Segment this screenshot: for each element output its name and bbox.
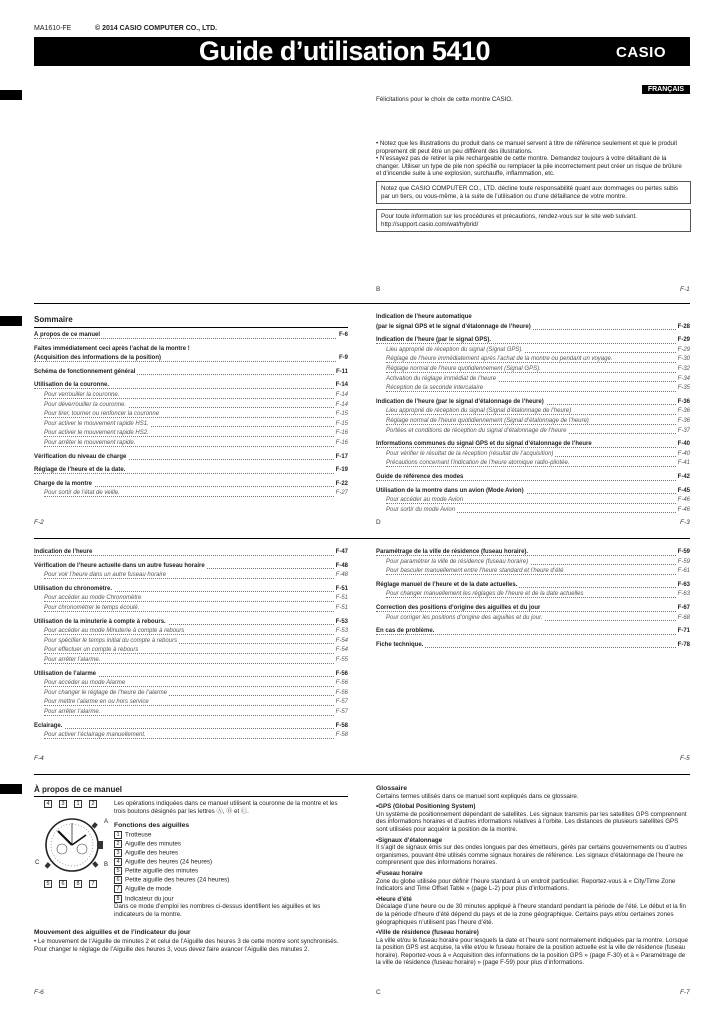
- toc-subentry[interactable]: [376, 355, 690, 365]
- hand-number: 1: [114, 831, 122, 839]
- toc-entry-label: Portées et conditions de réception du signal d’étalonnage de l’heure: [386, 427, 567, 434]
- casio-logo: CASIO: [615, 44, 666, 61]
- divider: [34, 303, 690, 304]
- toc-entry-label: Réception de la seconde intercalaire: [386, 385, 484, 392]
- toc-entry-page: F-14: [334, 381, 348, 391]
- toc-entry-label: Fiche technique.: [376, 641, 424, 648]
- page-number: F-4: [34, 755, 44, 762]
- hand-number: 2: [114, 840, 122, 848]
- hand-number: 8: [114, 895, 122, 903]
- toc-entry-label: Pour accéder au mode Minuterie à compte à rebours: [44, 628, 185, 635]
- hand-function-label: Aiguille des minutes: [125, 840, 182, 848]
- callout-label: 4: [44, 800, 52, 808]
- toc-entry-label: (par le signal GPS et le signal d’étalonnage de l’heure): [376, 323, 531, 330]
- leader-dots: [44, 601, 348, 602]
- about-heading: À propos de ce manuel: [34, 785, 123, 794]
- glossary-definition: La ville et/ou le fuseau horaire pour lesquels la date et l’heure sont normalement indiquées par la montre. Lorsque la position GPS est acquise, la ville et/ou le fuseau horaire de la position actuelle est la ville de résidence (fuseau horaire). Reportez-vous à « Acquisition des informations de la position GPS » (page F-30) et à « Paramétrage de la ville de résidence (fuseau horaire) » (page F-59) pour plus d’informations.: [376, 936, 688, 967]
- toc-entry-label: Pour accéder au mode Alarme: [44, 680, 126, 687]
- toc-subentry[interactable]: [376, 427, 690, 437]
- toc-entry-page: F-46: [676, 506, 690, 516]
- toc-list: [34, 548, 348, 741]
- toc-entry[interactable]: [34, 354, 348, 364]
- toc-subentry[interactable]: [376, 567, 690, 577]
- hand-function-item: [114, 840, 346, 849]
- toc-entry-label: Pour déverrouiller la couronne.: [44, 401, 127, 408]
- toc-entry-page: F-56: [334, 670, 348, 680]
- toc-list: [34, 331, 348, 499]
- toc-subentry[interactable]: [34, 391, 348, 401]
- toc-entry-label: Réglage de l’heure et de la date.: [34, 467, 126, 474]
- toc-entry-label: Pour chronométrer le temps écoulé.: [44, 604, 140, 611]
- callout-label: 5: [44, 880, 52, 888]
- glossary: [376, 785, 690, 967]
- glossary-definition: Un système de positionnement dépendant de satellites. Les signaux transmis par les satellites GPS comprennent des informations horaires et d’autres informations relatives à l’orbite. Les distances de plusieurs satellites GPS sont utilisées pour acquérir la position de la montre.: [376, 810, 687, 833]
- hands-movement-title: Mouvement des aiguilles et de l’indicateur du jour: [34, 929, 191, 936]
- toc-entry-page: F-16: [334, 439, 348, 449]
- page-number: F-2: [34, 519, 44, 526]
- leader-dots: [44, 496, 348, 497]
- toc-entry-label: Utilisation du chronomètre.: [34, 585, 113, 592]
- callout-label: 6: [59, 880, 67, 888]
- toc-entry-label: Pour paramétrer la ville de résidence (fuseau horaire): [386, 558, 529, 565]
- toc-entry-page: F-58: [334, 731, 348, 741]
- toc-entry-page: F-14: [334, 401, 348, 411]
- toc-entry-page: F-71: [676, 627, 690, 637]
- toc-entry-label: Pour accéder au mode Avion: [386, 497, 464, 504]
- toc-entry-page: F-29: [676, 346, 690, 356]
- hand-number: 7: [114, 885, 122, 893]
- toc-entry-page: F-59: [676, 548, 690, 558]
- copyright: © 2014 CASIO COMPUTER CO., LTD.: [95, 25, 218, 32]
- toc-entry-page: F-15: [334, 410, 348, 420]
- toc-entry-page: F-57: [334, 698, 348, 708]
- toc-entry-page: F-54: [334, 646, 348, 656]
- toc-heading-rule: [34, 327, 348, 328]
- toc-entry-label: Paramétrage de la ville de résidence (fuseau horaire).: [376, 549, 529, 555]
- note-2: • N’essayez pas de retirer la pile rechargeable de cette montre. Demandez toujours à votre détaillant de la changer. Utiliser un type de pile non spécifié ou remplacer la pile incorrectement peut créer un risque de brûlure et d’incendie suite à une explosion, surchauffe, inflammation, etc.: [376, 155, 682, 178]
- toc-subentry[interactable]: [34, 604, 348, 614]
- page-marker: D: [376, 519, 381, 526]
- glossary-item: [376, 896, 690, 926]
- numbers-note: Dans ce mode d’emploi les nombres ci-dessus identifient les aiguilles et les indicateurs de la montre.: [114, 903, 321, 918]
- toc-entry-label: (Acquisition des informations de la position): [34, 355, 162, 362]
- toc-entry[interactable]: [376, 487, 690, 497]
- side-marker: [0, 90, 22, 100]
- notes: [376, 140, 688, 178]
- leader-dots: [44, 705, 348, 706]
- leader-dots: [386, 414, 690, 415]
- toc-entry-page: F-42: [676, 473, 690, 483]
- toc-entry-label: Réglage normal de l’heure quotidiennement (Signal d’étalonnage de l’heure): [386, 417, 589, 424]
- button-a-label: A: [104, 819, 109, 825]
- page-number: F-7: [680, 989, 690, 996]
- toc-subentry[interactable]: [34, 489, 348, 499]
- toc-subentry[interactable]: [34, 708, 348, 718]
- toc-entry-page: F-63: [676, 581, 690, 591]
- glossary-term: • Ville de résidence (fuseau horaire): [376, 929, 690, 937]
- toc-subentry[interactable]: [376, 590, 690, 600]
- toc-entry-page: F-36: [676, 417, 690, 427]
- note-1: • Notez que les illustrations du produit dans ce manuel servent à titre de référence seulement et que le produit proprement dit peut être un peu différent des illustrations.: [376, 140, 678, 155]
- toc-subentry[interactable]: [376, 407, 690, 417]
- toc-entry-label: Vérification de l’heure actuelle dans un autre fuseau horaire: [34, 562, 205, 569]
- toc-entry-label: Utilisation de l’alarme: [34, 670, 97, 677]
- toc-entry-label: Précautions concernant l’indication de l’heure atomique radio-pilotée.: [386, 460, 570, 467]
- toc-subentry[interactable]: [34, 571, 348, 581]
- toc-entry-page: F-36: [676, 407, 690, 417]
- website-box: Pour toute information sur les procédures et précautions, rendez-vous sur le site web suivant. http://support.casio.com/wat/hybrid/: [376, 209, 691, 232]
- hand-functions-list: [114, 831, 346, 904]
- toc-entry[interactable]: [34, 381, 348, 391]
- toc-entry-label: Pour mettre l’alarme en ou hors service: [44, 699, 149, 706]
- toc-entry[interactable]: [376, 581, 690, 591]
- hand-function-item: [114, 849, 346, 858]
- toc-entry[interactable]: [34, 345, 348, 355]
- leader-dots: [44, 436, 348, 437]
- page-number: F-1: [680, 286, 690, 293]
- toc-entry-page: F-32: [676, 365, 690, 375]
- toc-entry-label: Utilisation de la minuterie à compte à rebours.: [34, 618, 166, 625]
- toc-entry-label: Indication de l’heure (par le signal d’étalonnage de l’heure): [376, 398, 544, 405]
- toc-entry-page: F-37: [676, 427, 690, 437]
- top-callouts: [44, 800, 100, 808]
- toc-entry-label: Réglage de l’heure immédiatement après l’achat de la montre ou pendant un voyage.: [386, 356, 613, 363]
- toc-entry-label: Guide de référence des modes: [376, 473, 464, 480]
- toc-entry[interactable]: [34, 453, 348, 463]
- bottom-callouts: [44, 880, 100, 888]
- toc-entry-label: Charge de la montre: [34, 480, 93, 487]
- toc-heading: Sommaire: [34, 315, 73, 324]
- hand-number: 3: [114, 849, 122, 857]
- page-title: Guide d’utilisation 5410: [198, 36, 490, 66]
- divider: [34, 538, 690, 539]
- toc-entry[interactable]: [34, 368, 348, 378]
- toc-entry-page: F-51: [334, 585, 348, 595]
- button-c-label: C: [35, 860, 40, 866]
- toc-entry[interactable]: [376, 548, 690, 558]
- toc-entry[interactable]: [34, 670, 348, 680]
- page-number: F-5: [680, 755, 690, 762]
- toc-entry-page: F-55: [334, 656, 348, 666]
- toc-entry-label: Lieu approprié de réception du signal (Signal GPS).: [386, 346, 524, 353]
- toc-entry-page: F-40: [676, 440, 690, 450]
- callout-label: 7: [89, 880, 97, 888]
- toc-entry-page: F-16: [334, 429, 348, 439]
- toc-subentry[interactable]: [34, 627, 348, 637]
- hand-function-label: Aiguille des heures: [125, 849, 179, 857]
- toc-entry-page: F-61: [676, 567, 690, 577]
- glossary-item: [376, 870, 690, 893]
- toc-entry-page: F-45: [676, 487, 690, 497]
- toc-entry-page: F-30: [676, 355, 690, 365]
- toc-entry-label: À propos de ce manuel: [34, 332, 101, 338]
- hand-function-item: [114, 885, 346, 894]
- toc-subentry[interactable]: [34, 731, 348, 741]
- toc-entry-page: F-78: [676, 641, 690, 651]
- toc-entry-page: F-51: [334, 604, 348, 614]
- hand-function-label: Petite aiguille des heures (24 heures): [125, 877, 230, 885]
- toc-entry-page: F-35: [676, 384, 690, 394]
- hand-function-label: Aiguille des heures (24 heures): [125, 858, 213, 866]
- toc-entry-label: Pour changer le réglage de l’heure de l’alarme: [44, 689, 168, 696]
- toc-entry[interactable]: [34, 618, 348, 628]
- glossary-term: • Signaux d’étalonnage: [376, 837, 690, 845]
- toc-entry-label: Vérification du niveau de charge: [34, 453, 127, 460]
- glossary-heading: Glossaire: [376, 785, 407, 792]
- toc-entry-label: Pour spécifier le temps initial du compte à rebours: [44, 637, 178, 644]
- glossary-definition: Décalage d’une heure ou de 30 minutes appliqué à l’heure standard pendant la période de l’été. Le début et la fin de la période d’heure d’été dépend du pays et de la zone géographique. Certains pays et/ou certaines zones géographiques n’utilisent pas l’heure d’été.: [376, 903, 686, 926]
- toc-subentry[interactable]: [376, 450, 690, 460]
- hand-function-label: Trotteuse: [125, 831, 152, 839]
- toc-subentry[interactable]: [376, 459, 690, 469]
- toc-entry-page: F-22: [334, 480, 348, 490]
- toc-entry-page: F-14: [334, 391, 348, 401]
- toc-subentry[interactable]: [34, 637, 348, 647]
- toc-entry-page: F-54: [334, 637, 348, 647]
- toc-entry-label: Réglage normal de l’heure quotidiennement (Signal GPS).: [386, 365, 541, 372]
- toc-entry-label: Pour activer le mouvement rapide HS2.: [44, 430, 149, 437]
- toc-entry-label: Indication de l’heure automatique: [376, 314, 472, 320]
- toc-entry-label: Utilisation de la couronne.: [34, 382, 110, 389]
- toc-entry[interactable]: [34, 480, 348, 490]
- callout-label: 8: [74, 880, 82, 888]
- toc-entry-label: Pour arrêter l’alarme.: [44, 656, 101, 663]
- toc-entry-label: Pour activer l’éclairage manuellement.: [44, 732, 146, 739]
- toc-entry-label: Pour tirer, tourner ou renfoncer la couronne: [44, 411, 160, 418]
- leader-dots: [386, 466, 690, 467]
- document-code: MA1610-FE: [34, 25, 72, 32]
- toc-entry[interactable]: [376, 604, 690, 614]
- hand-function-item: [114, 858, 346, 867]
- toc-subentry[interactable]: [34, 439, 348, 449]
- toc-entry-page: F-6: [337, 331, 348, 341]
- hand-number: 6: [114, 876, 122, 884]
- toc-entry-page: F-41: [676, 459, 690, 469]
- page-number: F-6: [34, 989, 44, 996]
- hand-function-item: [114, 876, 346, 885]
- glossary-term: • Heure d’été: [376, 896, 690, 904]
- toc-subentry[interactable]: [376, 558, 690, 568]
- toc-subentry[interactable]: [376, 496, 690, 506]
- toc-entry-label: Utilisation de la montre dans un avion (Mode Avion): [376, 487, 524, 494]
- leader-dots: [44, 653, 348, 654]
- toc-entry-page: F-56: [334, 679, 348, 689]
- toc-entry-page: F-46: [676, 496, 690, 506]
- toc-entry[interactable]: [376, 336, 690, 346]
- toc-entry-label: Pour sortir du mode Avion: [386, 506, 456, 513]
- toc-entry-label: Lieu approprié de réception du signal (Signal d’étalonnage de l’heure): [386, 408, 572, 415]
- hand-number: 5: [114, 867, 122, 875]
- language-tab: FRANÇAIS: [642, 85, 690, 94]
- toc-entry-page: F-11: [334, 368, 348, 378]
- toc-entry[interactable]: [376, 323, 690, 333]
- about-heading-rule: [34, 796, 348, 797]
- toc-entry[interactable]: [34, 331, 348, 341]
- toc-entry-label: Pour corriger les positions d’origine des aiguilles et du jour.: [386, 614, 543, 621]
- glossary-term: • GPS (Global Positioning System): [376, 803, 690, 811]
- page-number: F-3: [680, 519, 690, 526]
- toc-entry[interactable]: [34, 466, 348, 476]
- leader-dots: [34, 728, 348, 729]
- toc-entry-page: F-48: [334, 562, 348, 572]
- toc-entry[interactable]: [34, 548, 348, 558]
- toc-entry-label: Pour arrêter le mouvement rapide.: [44, 439, 136, 446]
- toc-entry[interactable]: [376, 627, 690, 637]
- hand-function-label: Indicateur du jour: [125, 895, 174, 903]
- hand-function-item: [114, 867, 346, 876]
- toc-entry-label: Pour accéder au mode Chronomètre: [44, 595, 142, 602]
- button-b-label: B: [104, 862, 109, 868]
- toc-entry-page: F-19: [334, 466, 348, 476]
- toc-entry-page: F-59: [676, 558, 690, 568]
- leader-dots: [386, 597, 690, 598]
- toc-entry-page: F-40: [676, 450, 690, 460]
- glossary-definition: Il s’agit de signaux émis sur des ondes longues par des émetteurs, gérés par certains gouvernements ou d’autres organismes, pouvant être utilisés comme signaux horaires de référence. Les signaux d’étalonnage de l’heure ne comprennent que des informations horaires.: [376, 844, 687, 867]
- toc-entry-label: Pour sortir de l’état de veille.: [44, 490, 120, 497]
- toc-list: [376, 548, 690, 650]
- toc-subentry[interactable]: [34, 698, 348, 708]
- toc-entry-page: F-9: [337, 354, 348, 364]
- side-marker: [0, 784, 22, 794]
- toc-entry-label: Pour vérifier le résultat de la réception (résultat de l’acquisition): [386, 450, 554, 457]
- disclaimer-box: Notez que CASIO COMPUTER CO., LTD. décline toute responsabilité quant aux dommages ou pertes subis par un tiers, ou vous-même, à la suite de l’utilisation ou d’une défaillance de votre montre.: [376, 181, 691, 204]
- toc-subentry[interactable]: [34, 656, 348, 666]
- toc-entry-page: F-57: [334, 708, 348, 718]
- toc-entry-page: F-27: [334, 489, 348, 499]
- leader-dots: [386, 362, 690, 363]
- toc-entry-label: Correction des positions d’origine des aiguilles et du jour: [376, 604, 541, 611]
- toc-subentry[interactable]: [34, 689, 348, 699]
- toc-subentry[interactable]: [376, 506, 690, 516]
- hand-number: 4: [114, 858, 122, 866]
- toc-entry[interactable]: [34, 562, 348, 572]
- toc-subentry[interactable]: [34, 594, 348, 604]
- toc-entry-label: Éclairage.: [34, 722, 63, 729]
- toc-list: [376, 313, 690, 515]
- toc-entry-page: F-48: [334, 571, 348, 581]
- toc-subentry[interactable]: [34, 679, 348, 689]
- toc-subentry[interactable]: [376, 417, 690, 427]
- glossary-list: [376, 803, 690, 967]
- toc-entry-label: Pour effectuer un compte à rebours: [44, 647, 139, 654]
- title-bar: [34, 37, 690, 66]
- toc-entry-page: F-17: [334, 453, 348, 463]
- watch-illustration: [38, 809, 110, 881]
- toc-subentry[interactable]: [376, 614, 690, 624]
- toc-entry-page: F-56: [334, 689, 348, 699]
- toc-entry-page: F-51: [334, 594, 348, 604]
- toc-entry-page: F-47: [334, 548, 348, 558]
- toc-entry-label: Pour basculer manuellement entre l’heure standard et l’heure d’été: [386, 568, 564, 575]
- hand-function-label: Petite aiguille des minutes: [125, 867, 199, 875]
- toc-entry-page: F-36: [676, 398, 690, 408]
- toc-entry-label: En cas de problème.: [376, 628, 435, 635]
- functions-title: Fonctions des aiguilles: [114, 822, 190, 829]
- toc-entry-page: F-34: [676, 375, 690, 385]
- toc-entry-page: F-67: [676, 604, 690, 614]
- toc-entry-page: F-15: [334, 420, 348, 430]
- side-marker: [0, 316, 22, 326]
- toc-entry[interactable]: [376, 398, 690, 408]
- page-marker: B: [376, 286, 381, 293]
- toc-subentry[interactable]: [376, 384, 690, 394]
- glossary-term: • Fuseau horaire: [376, 870, 690, 878]
- toc-entry-label: Réglage manuel de l’heure et de la date actuelles.: [376, 581, 518, 588]
- toc-subentry[interactable]: [376, 346, 690, 356]
- toc-entry-label: Pour arrêter l’alarme.: [44, 708, 101, 715]
- glossary-definition: Zone du globe utilisée pour définir l’heure standard à un endroit particulier. Reportez-vous à « City/Time Zone Indicators and Time Offset Table » (page L-2) pour plus d’informations.: [376, 877, 676, 893]
- toc-entry-page: F-28: [676, 323, 690, 333]
- toc-entry-page: F-68: [676, 614, 690, 624]
- toc-entry[interactable]: [376, 313, 690, 323]
- toc-entry-label: Activation du réglage immédiat de l’heure: [386, 375, 497, 382]
- leader-dots: [34, 388, 348, 389]
- toc-entry[interactable]: [376, 440, 690, 450]
- toc-entry-label: Pour activer le mouvement rapide HS1.: [44, 420, 149, 427]
- page-marker: C: [376, 989, 381, 996]
- hand-function-label: Aiguille de mode: [125, 886, 172, 894]
- callout-label: 1: [74, 800, 82, 808]
- toc-subentry[interactable]: [34, 646, 348, 656]
- toc-entry-page: F-63: [676, 590, 690, 600]
- toc-entry[interactable]: [376, 473, 690, 483]
- toc-entry-label: Pour changer manuellement les réglages de l’heure et de la date actuelles: [386, 591, 584, 598]
- toc-entry-page: F-53: [334, 627, 348, 637]
- toc-entry-label: Schéma de fonctionnement général: [34, 368, 136, 375]
- divider: [34, 774, 690, 775]
- glossary-item: [376, 803, 690, 833]
- toc-subentry[interactable]: [34, 420, 348, 430]
- toc-entry-label: Indication de l’heure (par le signal GPS).: [376, 337, 492, 344]
- about-intro: Les opérations indiquées dans ce manuel utilisent la couronne de la montre et les trois boutons désignés par les lettres Ⓐ, Ⓑ et Ⓒ.: [114, 800, 338, 815]
- toc-entry-label: Faites immédiatement ceci après l’achat de la montre !: [34, 345, 190, 352]
- toc-entry-label: Informations communes du signal GPS et du signal d’étalonnage de l’heure: [376, 441, 592, 448]
- hand-function-item: [114, 831, 346, 840]
- toc-entry-page: F-53: [334, 618, 348, 628]
- hands-movement-text: • Le mouvement de l’Aiguille de minutes 2 et celui de l’Aiguille des heures 3 de cette montre sont synchronisés. Pour changer le réglage de l’Aiguille des heures 3, vous devez faire avancer l’Aiguille des minutes 2.: [34, 938, 339, 953]
- callout-label: 3: [59, 800, 67, 808]
- toc-entry-page: F-29: [676, 336, 690, 346]
- toc-entry-page: F-58: [334, 722, 348, 732]
- toc-entry[interactable]: [34, 585, 348, 595]
- glossary-intro: Certains termes utilisés dans ce manuel sont expliqués dans ce glossaire.: [376, 792, 579, 800]
- toc-entry-label: Pour voir l’heure dans un autre fuseau horaire: [44, 572, 167, 579]
- toc-entry-label: Pour verrouiller la couronne.: [44, 391, 120, 398]
- toc-entry-label: Indication de l’heure: [34, 549, 93, 555]
- toc-entry[interactable]: [34, 722, 348, 732]
- toc-subentry[interactable]: [376, 365, 690, 375]
- toc-subentry[interactable]: [34, 401, 348, 411]
- toc-entry[interactable]: [376, 641, 690, 651]
- toc-subentry[interactable]: [34, 429, 348, 439]
- congrats-text: Félicitations pour le choix de cette montre CASIO.: [376, 96, 513, 103]
- toc-subentry[interactable]: [34, 410, 348, 420]
- glossary-item: [376, 929, 690, 967]
- callout-label: 2: [89, 800, 97, 808]
- glossary-item: [376, 837, 690, 867]
- toc-subentry[interactable]: [376, 375, 690, 385]
